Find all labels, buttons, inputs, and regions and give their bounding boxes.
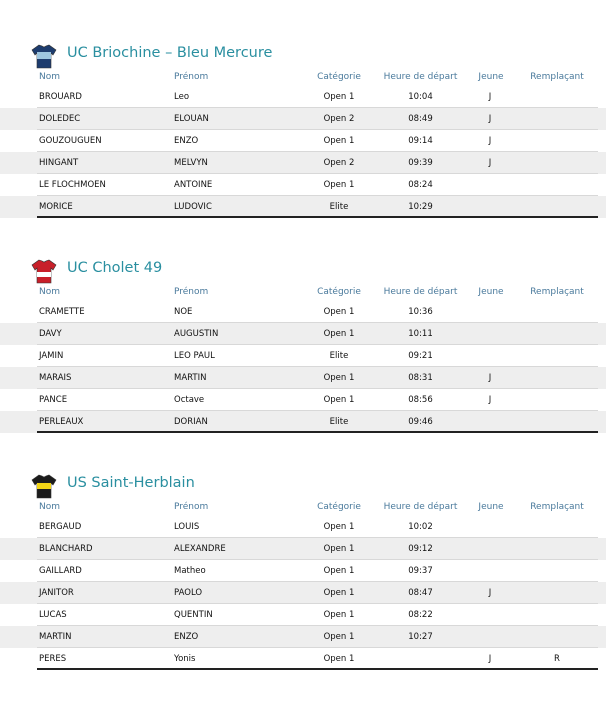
table-row <box>0 130 606 152</box>
rider-nom: DAVY <box>39 329 62 339</box>
rider-categorie: Open 2 <box>323 114 355 124</box>
rider-nom: DOLEDEC <box>39 114 81 124</box>
rider-categorie: Open 1 <box>323 544 355 554</box>
rider-prenom: ANTOINE <box>174 180 213 190</box>
rider-heure: 09:21 <box>408 351 433 361</box>
rider-heure: 09:39 <box>408 158 433 168</box>
col-remplacant: Remplaçant <box>530 72 584 82</box>
rider-categorie: Open 1 <box>323 307 355 317</box>
rider-nom: BLANCHARD <box>39 544 93 554</box>
rider-categorie: Open 1 <box>323 136 355 146</box>
rider-nom: BROUARD <box>39 92 82 102</box>
rider-jeune: J <box>488 588 492 598</box>
col-nom: Nom <box>39 502 61 512</box>
rider-heure: 10:29 <box>408 202 433 212</box>
team-section <box>0 472 606 670</box>
col-heure: Heure de départ <box>383 287 458 297</box>
row-divider <box>37 216 598 218</box>
rider-categorie: Open 1 <box>323 610 355 620</box>
rider-nom: GAILLARD <box>39 566 82 576</box>
rider-categorie: Open 2 <box>323 158 355 168</box>
table-row <box>0 626 606 648</box>
rider-nom: JAMIN <box>39 351 64 361</box>
rider-prenom: MELVYN <box>174 158 208 168</box>
table-row <box>0 367 606 389</box>
rider-heure: 10:36 <box>408 307 433 317</box>
column-headers <box>0 285 606 301</box>
table-row <box>0 560 606 582</box>
rider-prenom: LEO PAUL <box>174 351 215 361</box>
rider-prenom: LUDOVIC <box>174 202 212 212</box>
rider-heure: 10:11 <box>408 329 433 339</box>
team-header <box>0 472 606 500</box>
col-prenom: Prénom <box>174 72 209 82</box>
team-section <box>0 257 606 433</box>
rider-nom: JANITOR <box>39 588 74 598</box>
rider-heure: 09:37 <box>408 566 433 576</box>
team-name: UC Briochine – Bleu Mercure <box>67 45 273 61</box>
col-jeune: Jeune <box>478 72 504 82</box>
table-row <box>0 516 606 538</box>
rider-nom: GOUZOUGUEN <box>39 136 102 146</box>
rider-jeune: J <box>488 373 492 383</box>
jersey-icon <box>31 473 57 499</box>
rider-nom: CRAMETTE <box>39 307 85 317</box>
table-row <box>0 301 606 323</box>
rider-prenom: Matheo <box>174 566 206 576</box>
rider-heure: 08:24 <box>408 180 433 190</box>
rider-prenom: DORIAN <box>174 417 208 427</box>
team-name: US Saint-Herblain <box>67 475 195 491</box>
rider-heure: 09:46 <box>408 417 433 427</box>
rider-nom: PANCE <box>39 395 68 405</box>
rider-nom: MARTIN <box>39 632 72 642</box>
table-row <box>0 345 606 367</box>
rider-prenom: Leo <box>174 92 190 102</box>
rider-heure: 10:27 <box>408 632 433 642</box>
rider-jeune: J <box>488 654 492 664</box>
rider-categorie: Open 1 <box>323 395 355 405</box>
team-header <box>0 42 606 70</box>
col-prenom: Prénom <box>174 287 209 297</box>
rider-nom: LE FLOCHMOEN <box>39 180 106 190</box>
rider-remplacant: R <box>554 654 560 664</box>
col-remplacant: Remplaçant <box>530 287 584 297</box>
rider-categorie: Elite <box>329 417 349 427</box>
rider-prenom: Octave <box>174 395 205 405</box>
rider-prenom: NOE <box>174 307 193 317</box>
column-headers <box>0 500 606 516</box>
rider-jeune: J <box>488 395 492 405</box>
rider-nom: MORICE <box>39 202 73 212</box>
rider-prenom: ALEXANDRE <box>174 544 226 554</box>
col-jeune: Jeune <box>478 502 504 512</box>
rider-nom: LUCAS <box>39 610 67 620</box>
rider-heure: 08:49 <box>408 114 433 124</box>
rider-heure: 10:04 <box>408 92 433 102</box>
rider-heure: 08:22 <box>408 610 433 620</box>
rider-categorie: Open 1 <box>323 329 355 339</box>
rider-nom: BERGAUD <box>39 522 82 532</box>
table-row <box>0 648 606 670</box>
team-section <box>0 42 606 218</box>
table-row <box>0 174 606 196</box>
col-remplacant: Remplaçant <box>530 502 584 512</box>
col-categorie: Catégorie <box>317 287 361 297</box>
rider-jeune: J <box>488 136 492 146</box>
rider-categorie: Open 1 <box>323 654 355 664</box>
rider-heure: 09:12 <box>408 544 433 554</box>
row-divider <box>37 431 598 433</box>
rider-categorie: Elite <box>329 202 349 212</box>
team-header <box>0 257 606 285</box>
col-nom: Nom <box>39 287 61 297</box>
rider-categorie: Open 1 <box>323 566 355 576</box>
column-headers <box>0 70 606 86</box>
col-heure: Heure de départ <box>383 502 458 512</box>
col-nom: Nom <box>39 72 61 82</box>
rider-prenom: PAOLO <box>174 588 203 598</box>
rider-prenom: ENZO <box>174 632 199 642</box>
rider-categorie: Open 1 <box>323 92 355 102</box>
rider-heure: 09:14 <box>408 136 433 146</box>
rider-heure: 10:02 <box>408 522 433 532</box>
col-prenom: Prénom <box>174 502 209 512</box>
rider-categorie: Open 1 <box>323 522 355 532</box>
jersey-icon <box>31 43 57 69</box>
table-row <box>0 108 606 130</box>
table-row <box>0 196 606 218</box>
rider-nom: PERES <box>39 654 67 664</box>
rider-prenom: Yonis <box>174 654 196 664</box>
rider-prenom: ENZO <box>174 136 199 146</box>
rider-categorie: Open 1 <box>323 588 355 598</box>
table-row <box>0 582 606 604</box>
rider-prenom: AUGUSTIN <box>174 329 219 339</box>
rider-categorie: Elite <box>329 351 349 361</box>
rider-jeune: J <box>488 92 492 102</box>
rider-prenom: LOUIS <box>174 522 200 532</box>
table-row <box>0 86 606 108</box>
jersey-icon <box>31 258 57 284</box>
rider-nom: HINGANT <box>39 158 79 168</box>
rider-categorie: Open 1 <box>323 180 355 190</box>
table-row <box>0 604 606 626</box>
col-categorie: Catégorie <box>317 502 361 512</box>
rider-categorie: Open 1 <box>323 632 355 642</box>
table-row <box>0 389 606 411</box>
rider-nom: MARAIS <box>39 373 72 383</box>
rider-prenom: ELOUAN <box>174 114 209 124</box>
rider-prenom: MARTIN <box>174 373 207 383</box>
rider-categorie: Open 1 <box>323 373 355 383</box>
col-categorie: Catégorie <box>317 72 361 82</box>
table-row <box>0 152 606 174</box>
team-name: UC Cholet 49 <box>67 260 163 276</box>
row-divider <box>37 668 598 670</box>
rider-jeune: J <box>488 158 492 168</box>
rider-jeune: J <box>488 114 492 124</box>
rider-heure: 08:47 <box>408 588 433 598</box>
table-row <box>0 411 606 433</box>
col-heure: Heure de départ <box>383 72 458 82</box>
col-jeune: Jeune <box>478 287 504 297</box>
rider-nom: PERLEAUX <box>39 417 84 427</box>
rider-heure: 08:31 <box>408 373 433 383</box>
table-row <box>0 538 606 560</box>
rider-prenom: QUENTIN <box>174 610 213 620</box>
table-row <box>0 323 606 345</box>
rider-heure: 08:56 <box>408 395 433 405</box>
